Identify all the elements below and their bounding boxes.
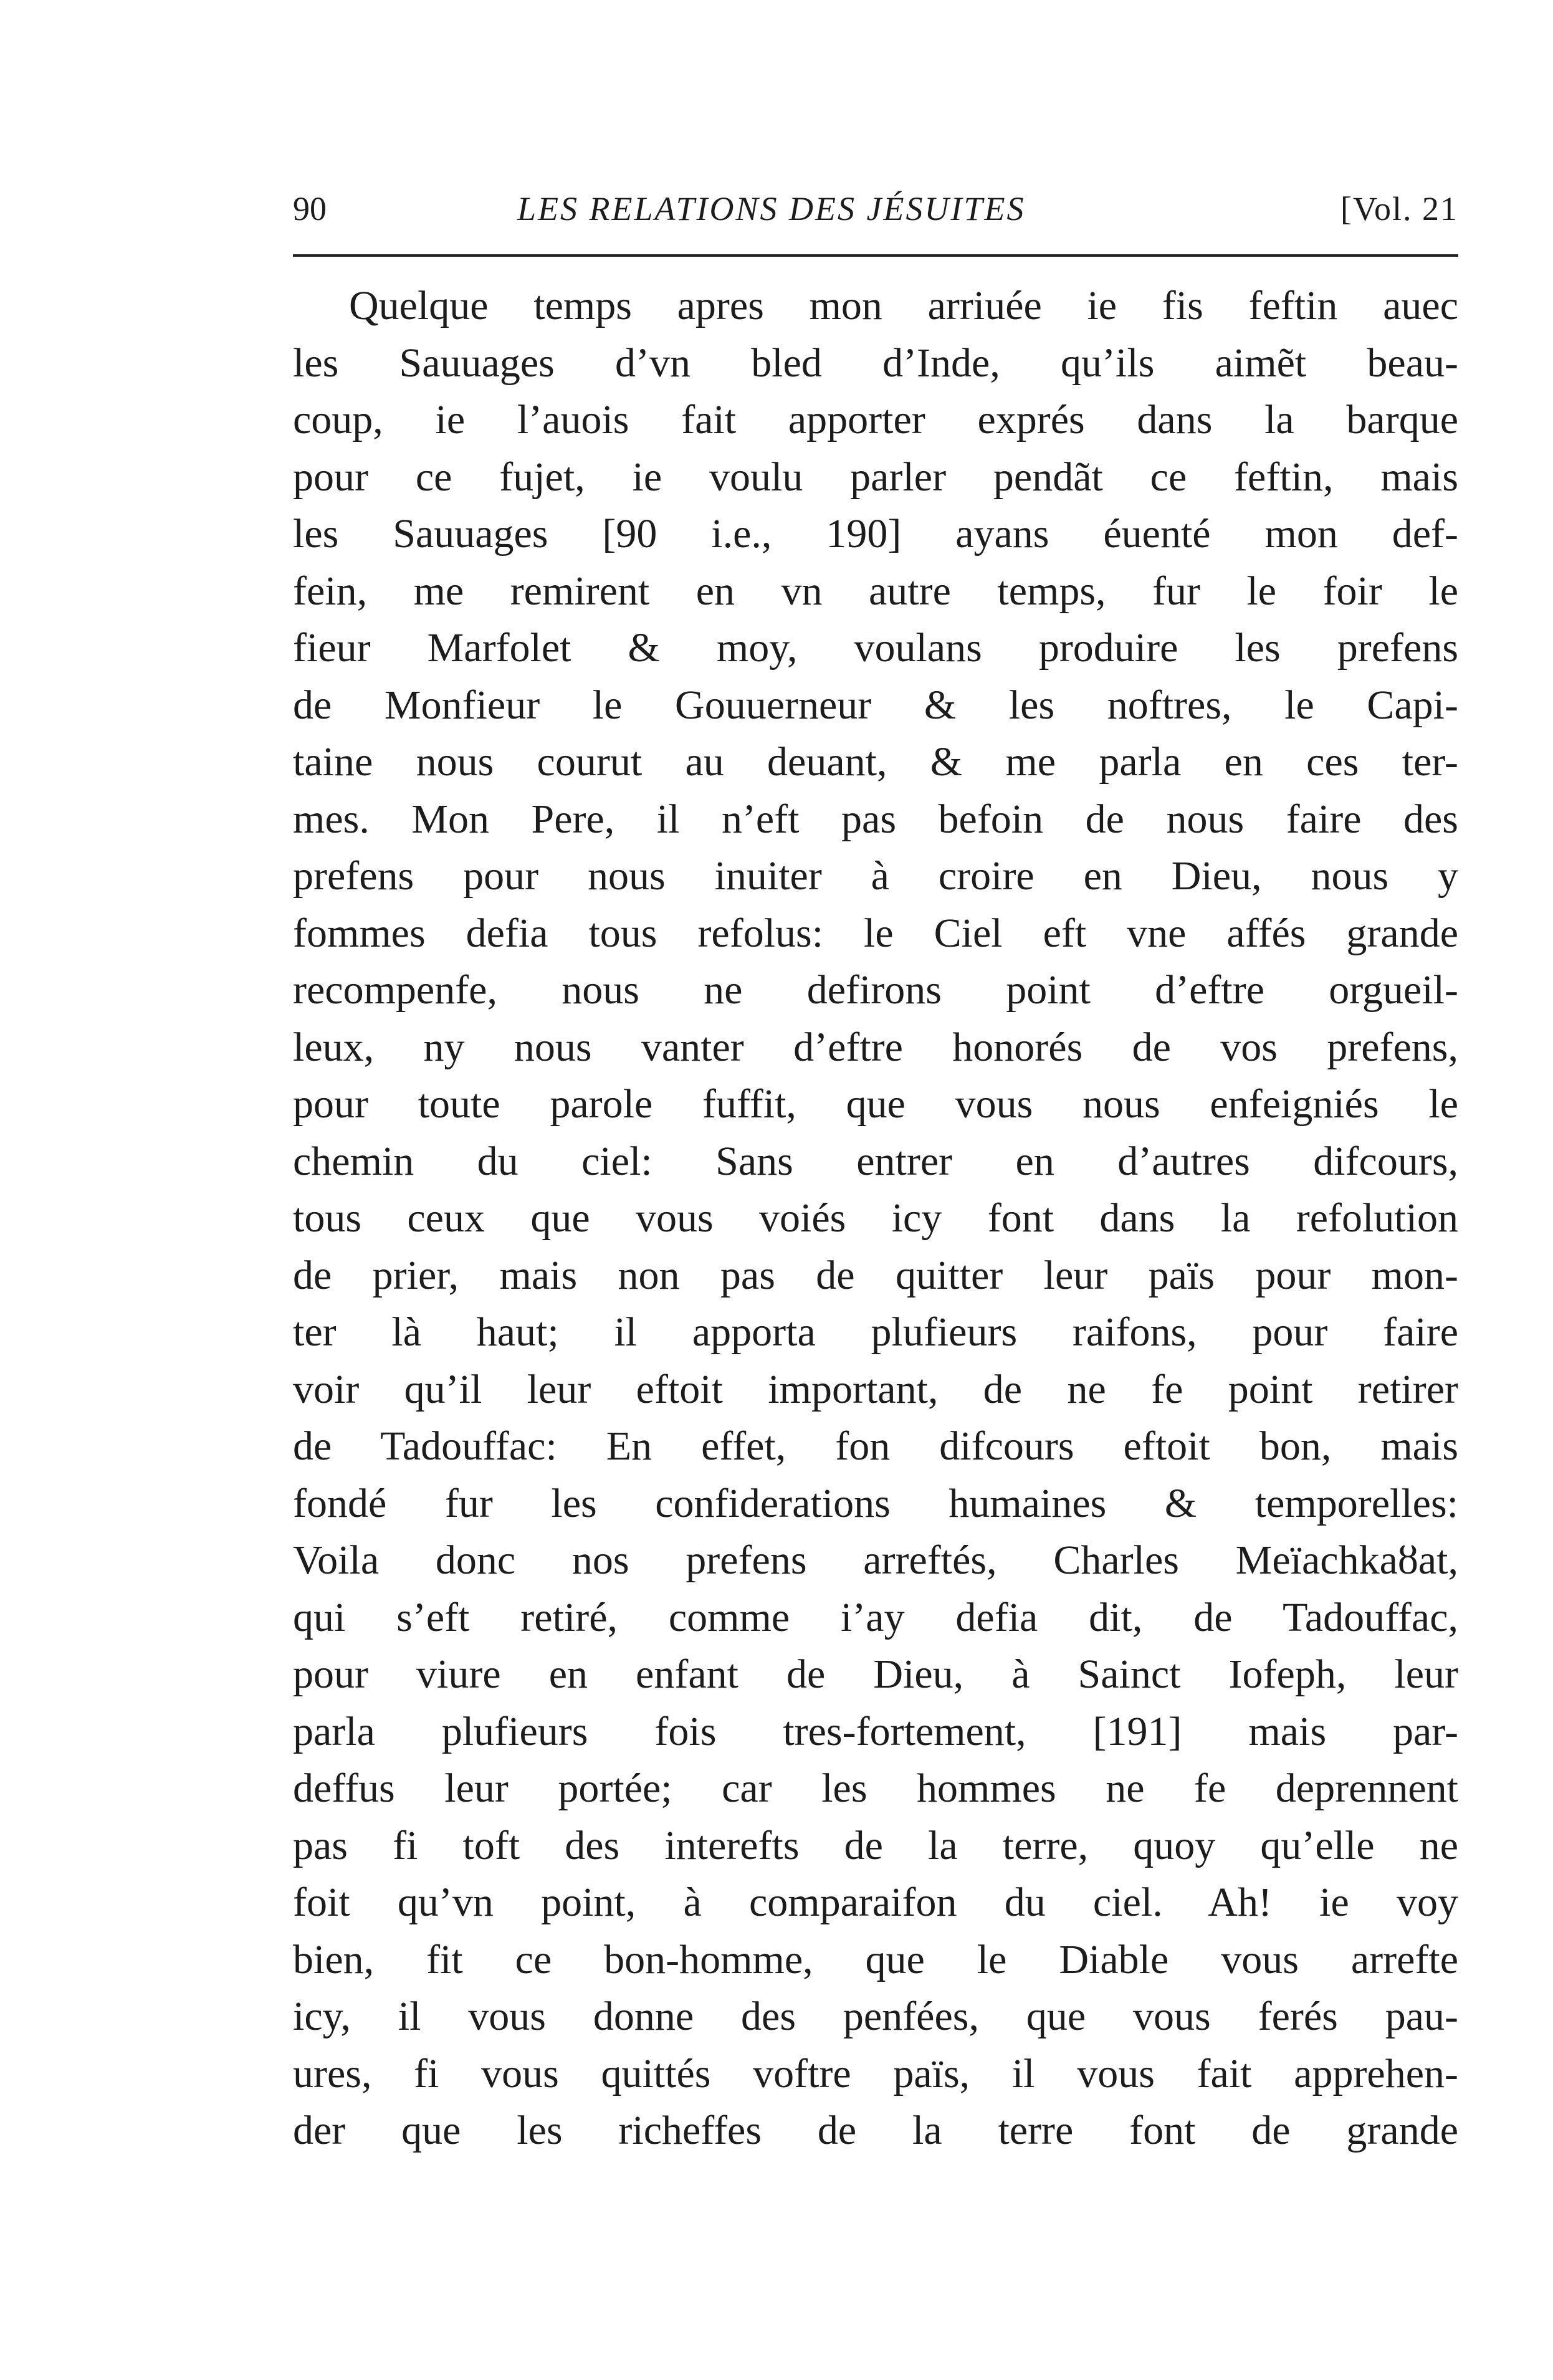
volume-label: [Vol. 21 [1340,190,1458,227]
text-line: qui s’eft retiré, comme i’ay defia dit, de Tadouffac, [293,1594,1458,1640]
text-line: fieur Marfolet & moy, voulans produire les prefens [293,625,1458,671]
text-line: Quelque temps apres mon arriuée ie fis feftin auec [349,283,1458,328]
text-line: pour ce fujet, ie voulu parler pendãt ce feftin, mais [293,454,1458,500]
text-line: ures, fi vous quittés voftre païs, il vous fait apprehen- [293,2050,1458,2096]
text-line: mes. Mon Pere, il n’eft pas befoin de nous faire des [293,796,1458,842]
text-line: bien, fit ce bon-homme, que le Diable vous arrefte [293,1936,1458,1982]
text-line: deffus leur portée; car les hommes ne fe deprennent [293,1766,1458,1811]
text-line: de Tadouffac: En effet, fon difcours eftoit bon, mais [293,1423,1458,1469]
text-line: fein, me remirent en vn autre temps, fur le foir le [293,568,1458,614]
text-line: ter là haut; il apporta plufieurs raifons, pour faire [293,1309,1458,1355]
body-text [293,277,1458,2159]
text-line: pas fi toft des interefts de la terre, quoy qu’elle ne [293,1822,1458,1868]
text-line: chemin du ciel: Sans entrer en d’autres difcours, [293,1138,1458,1184]
text-line: foit qu’vn point, à comparaifon du ciel. Ah! ie voy [293,1880,1458,1925]
text-line: coup, ie l’auois fait apporter exprés dans la barque [293,397,1458,442]
text-line: recompenfe, nous ne defirons point d’eftre orgueil- [293,967,1458,1013]
text-line: fondé fur les confiderations humaines & temporelles: [293,1480,1458,1526]
header-rule [293,254,1458,257]
text-line: taine nous courut au deuant, & me parla en ces ter- [293,739,1458,785]
page-header [293,184,1458,234]
text-line: der que les richeffes de la terre font de grande [293,2108,1458,2153]
text-line: pour viure en enfant de Dieu, à Sainct Iofeph, leur [293,1651,1458,1697]
text-line: tous ceux que vous voiés icy font dans la refolution [293,1195,1458,1241]
text-line: les Sauuages [90 i.e., 190] ayans éuenté mon def- [293,511,1458,557]
text-line: leux, ny nous vanter d’eftre honorés de vos prefens, [293,1024,1458,1070]
text-line: de Monfieur le Gouuerneur & les noftres, le Capi- [293,682,1458,728]
running-title: LES RELATIONS DES JÉSUITES [517,190,1026,227]
page-number: 90 [293,190,327,227]
text-line: de prier, mais non pas de quitter leur païs pour mon- [293,1252,1458,1298]
text-line: fommes defia tous refolus: le Ciel eft vne affés grande [293,910,1458,956]
text-line: pour toute parole fuffit, que vous nous enfeigniés le [293,1081,1458,1127]
text-line: les Sauuages d’vn bled d’Inde, qu’ils aimẽt beau- [293,340,1458,386]
text-line: Voila donc nos prefens arreftés, Charles Meïachkaȣat, [293,1537,1458,1583]
text-line: prefens pour nous inuiter à croire en Dieu, nous y [293,853,1458,899]
text-line: voir qu’il leur eftoit important, de ne fe point retirer [293,1366,1458,1412]
text-line: icy, il vous donne des penfées, que vous ferés pau- [293,1994,1458,2039]
text-line: parla plufieurs fois tres-fortement, [191] mais par- [293,1708,1458,1754]
